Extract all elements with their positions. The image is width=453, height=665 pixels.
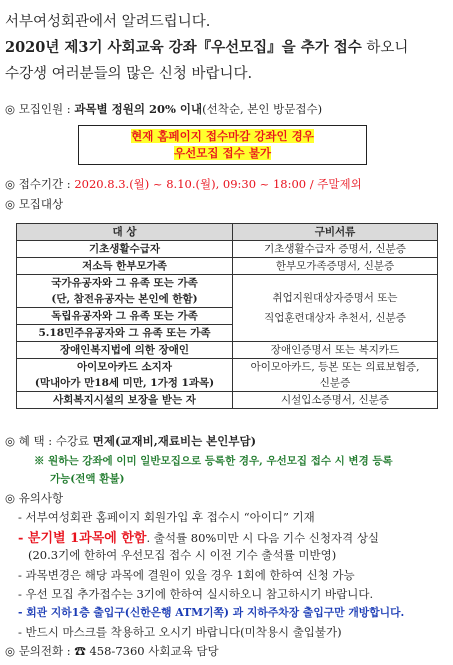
- contact-value: 458-7360 사회교육 담당: [85, 644, 219, 658]
- contact-line: [5, 643, 219, 659]
- fee-note-line-2: 가능(전액 환불): [50, 473, 125, 485]
- table-header-docs: 구비서류: [233, 224, 438, 241]
- table-row: [17, 342, 438, 359]
- bullet-icon: ◎: [5, 491, 16, 505]
- bullet-icon: ◎: [5, 197, 16, 211]
- recruit-label: 모집인원 :: [18, 102, 75, 116]
- contact-label: 문의전화 :: [18, 644, 75, 658]
- table-cell-target: 독립유공자와 그 유족 또는 가족: [17, 308, 233, 325]
- notice-line-1: 현재 홈페이지 접수마감 강좌인 경우: [131, 129, 314, 143]
- table-cell-docs: 시설입소증명서, 신분증: [233, 392, 438, 409]
- notes-label: 유의사항: [18, 491, 64, 505]
- table-cell-target: (막내아가 만18세 미만, 1가정 1과목): [17, 375, 233, 392]
- recruit-bold: 과목별 정원의 20% 이내: [74, 102, 203, 116]
- table-cell-target: 저소득 한부모가족: [17, 258, 233, 275]
- table-row: [17, 258, 438, 275]
- note-item: - 서부여성회관 홈페이지 회원가입 후 접수시 “아이디” 기재: [18, 510, 315, 524]
- note-item: - 반드시 마스크를 착용하고 오시기 바랍니다(미착용시 출입불가): [18, 625, 342, 639]
- table-cell-docs: 한부모가족증명서, 신분증: [233, 258, 438, 275]
- notice-box: [78, 125, 367, 165]
- table-row: [17, 359, 438, 376]
- fee-bold: 면제(교재비,재료비는 본인부담): [92, 434, 257, 448]
- table-row: [17, 275, 438, 292]
- recruit-rest: (선착순, 본인 방문접수): [202, 102, 323, 116]
- table-cell-target: 아이모아카드 소지자: [17, 359, 233, 376]
- eligibility-table: [16, 223, 438, 409]
- fee-line: [5, 433, 256, 449]
- table-cell-docs: 장애인증명서 또는 복지카드: [233, 342, 438, 359]
- target-line: [5, 196, 63, 212]
- table-row: [17, 241, 438, 258]
- intro-line-2: [5, 36, 408, 57]
- period-line: [5, 176, 362, 192]
- table-cell-docs: 신분증: [233, 375, 438, 392]
- period-value: 2020.8.3.(월) ~ 8.10.(월), 09:30 ~ 18:00 / 주말제외: [74, 177, 362, 191]
- table-cell-target: 장애인복지법에 의한 장애인: [17, 342, 233, 359]
- table-cell-target: 기초생활수급자: [17, 241, 233, 258]
- table-cell-target: 5.18민주유공자와 그 유족 또는 가족: [17, 325, 233, 342]
- table-cell-docs: 기초생활수급자 증명서, 신분증: [233, 241, 438, 258]
- note-item: [18, 527, 379, 546]
- notes-line: [5, 490, 63, 506]
- table-row: [17, 392, 438, 409]
- table-cell-target: 국가유공자와 그 유족 또는 가족: [17, 275, 233, 292]
- notice-line-2: 우선모집 접수 불가: [174, 146, 271, 160]
- table-cell-target: (단, 참전유공자는 본인에 한함): [17, 291, 233, 308]
- table-cell-docs: 아이모아카드, 등본 또는 의료보험증,: [233, 359, 438, 376]
- note-item-red: - 분기별 1과목에 한함: [18, 531, 147, 546]
- recruit-line: [5, 101, 322, 117]
- note-item: - 회관 지하1층 출입구(신한은행 ATM기쪽) 과 지하주차장 출입구만 개방합니다.: [18, 606, 405, 619]
- fee-note-line-1: ※ 원하는 강좌에 이미 일반모집으로 등록한 경우, 우선모집 접수 시 변경 등록: [34, 455, 393, 467]
- note-item: - 과목변경은 해당 과목에 결원이 있을 경우 1회에 한하여 신청 가능: [18, 568, 355, 582]
- note-item: (20.3기에 한하여 우선모집 접수 시 이전 기수 출석률 미반영): [28, 548, 337, 562]
- table-header-target: 대 상: [17, 224, 233, 241]
- merged-docs-line-2: 직업훈련대상자 추천서, 신분증: [264, 312, 406, 324]
- note-item: - 우선 모집 추가접수는 3기에 한하여 실시하오니 참고하시기 바랍니다.: [18, 587, 374, 601]
- target-label: 모집대상: [18, 197, 64, 211]
- intro-line-2-rest: 하오니: [361, 40, 409, 56]
- table-cell-target: 사회복지시설의 보장을 받는 자: [17, 392, 233, 409]
- merged-docs-line-1: 취업지원대상자증명서 또는: [272, 292, 398, 304]
- bullet-icon: ◎: [5, 644, 16, 658]
- fee-label: 혜 택 : 수강료: [18, 434, 93, 448]
- period-label: 접수기간 :: [18, 177, 75, 191]
- intro-line-3: 수강생 여러분들의 많은 신청 바랍니다.: [5, 66, 253, 82]
- table-header-row: [17, 224, 438, 241]
- table-cell-docs-merged: [233, 275, 438, 342]
- intro-headline: 2020년 제3기 사회교육 강좌『우선모집』을 추가 접수: [5, 39, 362, 56]
- table-row: [17, 375, 438, 392]
- note-item-rest: . 출석률 80%미만 시 다음 기수 신청자격 상실: [146, 531, 380, 545]
- phone-icon: ☎: [74, 644, 86, 658]
- bullet-icon: ◎: [5, 434, 16, 448]
- intro-line-1: 서부여성회관에서 알려드립니다.: [5, 14, 211, 30]
- bullet-icon: ◎: [5, 102, 16, 116]
- bullet-icon: ◎: [5, 177, 16, 191]
